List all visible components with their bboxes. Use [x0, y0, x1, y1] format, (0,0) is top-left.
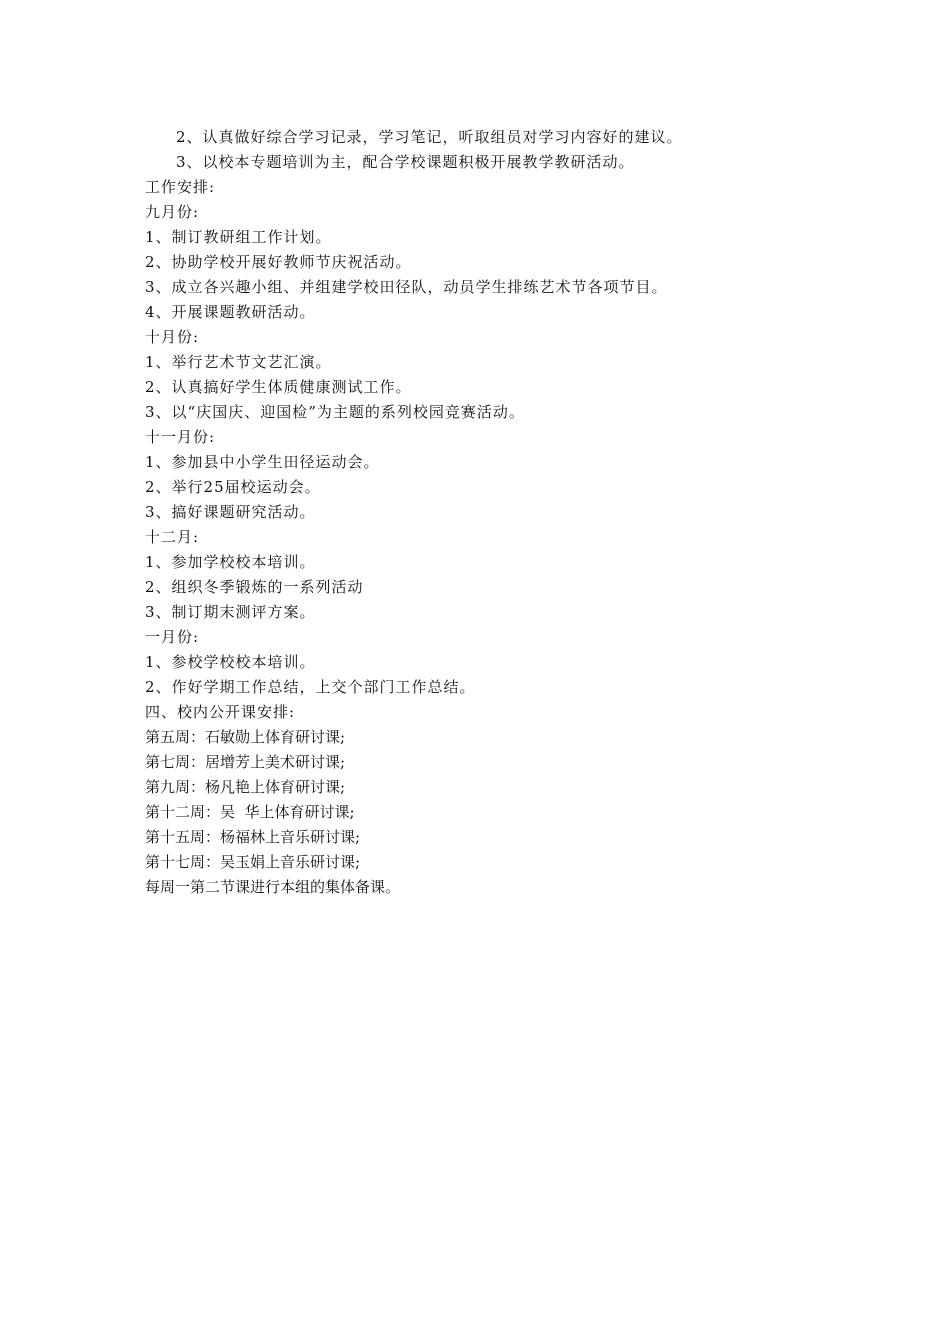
month-heading-january: 一月份: — [145, 628, 200, 646]
november-item-2: 2、举行25届校运动会。 — [145, 478, 321, 496]
september-item-2: 2、协助学校开展好教师节庆祝活动。 — [145, 253, 412, 271]
january-item-2: 2、作好学期工作总结，上交个部门工作总结。 — [145, 678, 476, 696]
open-class-week-17: 第十七周：吴玉娟上音乐研讨课; — [145, 853, 361, 871]
december-item-3: 3、制订期末测评方案。 — [145, 603, 316, 621]
open-class-week-5: 第五周：石敏勋上体育研讨课; — [145, 728, 346, 746]
november-item-1: 1、参加县中小学生田径运动会。 — [145, 453, 380, 471]
text-line-1: 2、认真做好综合学习记录，学习笔记，听取组员对学习内容好的建议。 — [176, 128, 683, 146]
september-item-3: 3、成立各兴趣小组、并组建学校田径队，动员学生排练艺术节各项节目。 — [145, 278, 668, 296]
month-heading-december: 十二月: — [145, 528, 200, 546]
october-item-1: 1、举行艺术节文艺汇演。 — [145, 353, 332, 371]
september-item-1: 1、制订教研组工作计划。 — [145, 228, 332, 246]
month-heading-september: 九月份: — [145, 203, 200, 221]
weekly-lesson-prep-note: 每周一第二节课进行本组的集体备课。 — [145, 878, 401, 896]
january-item-1: 1、参校学校校本培训。 — [145, 653, 316, 671]
october-item-2: 2、认真搞好学生体质健康测试工作。 — [145, 378, 412, 396]
text-line-2: 3、以校本专题培训为主，配合学校课题积极开展教学教研活动。 — [176, 153, 635, 171]
section-heading-open-classes: 四、校内公开课安排: — [145, 703, 296, 721]
section-heading-work-plan: 工作安排: — [145, 178, 216, 196]
open-class-week-9: 第九周：杨凡艳上体育研讨课; — [145, 778, 346, 796]
month-heading-november: 十一月份: — [145, 428, 216, 446]
december-item-1: 1、参加学校校本培训。 — [145, 553, 316, 571]
september-item-4: 4、开展课题教研活动。 — [145, 303, 316, 321]
open-class-week-7: 第七周：居增芳上美术研讨课; — [145, 753, 346, 771]
month-heading-october: 十月份: — [145, 328, 200, 346]
december-item-2: 2、组织冬季锻炼的一系列活动 — [145, 578, 364, 596]
november-item-3: 3、搞好课题研究活动。 — [145, 503, 316, 521]
open-class-week-15: 第十五周：杨福林上音乐研讨课; — [145, 828, 361, 846]
october-item-3: 3、以“庆国庆、迎国检”为主题的系列校园竞赛活动。 — [145, 403, 525, 421]
open-class-week-12: 第十二周：吴 华上体育研讨课; — [145, 803, 355, 821]
